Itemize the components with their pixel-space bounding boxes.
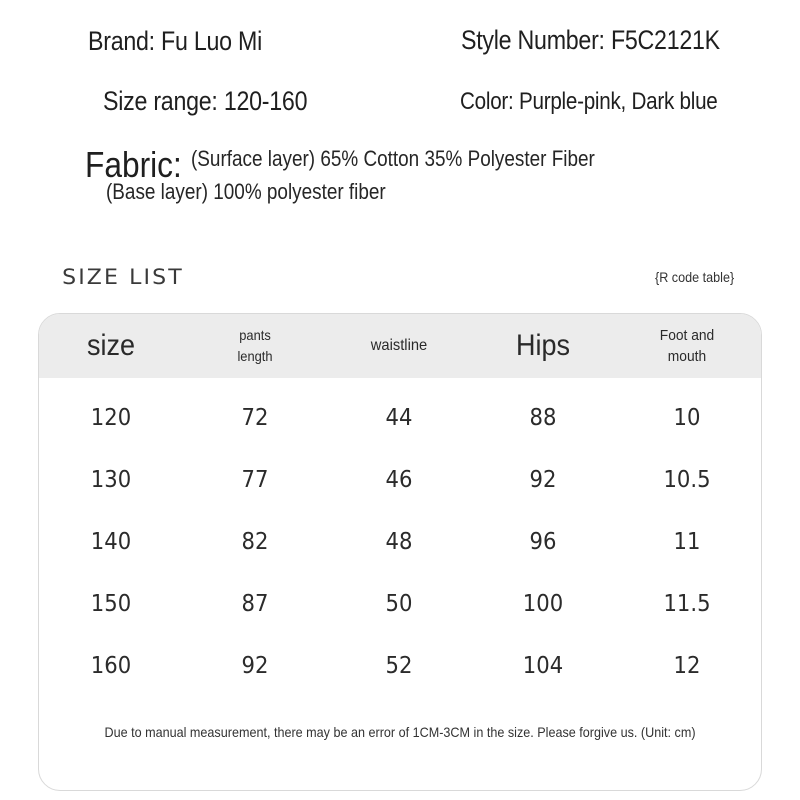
header-hips-label: Hips: [515, 329, 570, 362]
fabric-surface-text: (Surface layer) 65% Cotton 35% Polyester Fiber: [191, 146, 595, 171]
header-size: [46, 314, 176, 378]
header-foot-mouth: [621, 314, 753, 378]
header-pants-line2: length: [237, 348, 273, 364]
header-size-label: size: [86, 329, 136, 362]
cell-size: 120: [90, 405, 132, 431]
measurement-note: Due to manual measurement, there may be an error of 1CM-3CM in the size. Please forgive us. (Unit: cm): [104, 724, 696, 740]
table-row: [39, 522, 761, 562]
cell-pants-length: 72: [241, 405, 269, 431]
cell-waistline: 44: [385, 405, 413, 431]
cell-hips: 100: [522, 591, 564, 617]
cell-waistline: 52: [385, 653, 413, 679]
style-number-text: Style Number: F5C2121K: [461, 25, 720, 55]
cell-size: 140: [90, 529, 132, 555]
cell-size: 150: [90, 591, 132, 617]
table-row: [39, 646, 761, 686]
cell-pants-length: 87: [241, 591, 269, 617]
cell-hips: 88: [529, 405, 557, 431]
cell-foot-mouth: 12: [673, 653, 701, 679]
header-pants-line1: pants: [239, 327, 271, 343]
size-list-title: SIZE LIST: [62, 265, 184, 289]
size-range-text: Size range: 120-160: [103, 86, 308, 116]
brand-text: Brand: Fu Luo Mi: [88, 26, 262, 56]
table-row: [39, 584, 761, 624]
cell-pants-length: 77: [241, 467, 269, 493]
table-header: [39, 314, 761, 378]
header-waistline: [333, 314, 465, 378]
cell-hips: 104: [522, 653, 564, 679]
cell-waistline: 48: [385, 529, 413, 555]
table-row: [39, 398, 761, 438]
header-foot-line2: mouth: [667, 348, 707, 365]
cell-foot-mouth: 10: [673, 405, 701, 431]
cell-foot-mouth: 11: [673, 529, 701, 555]
color-text: Color: Purple-pink, Dark blue: [460, 88, 718, 115]
code-table-label: {R code table}: [655, 269, 735, 285]
header-foot-line1: Foot and: [659, 327, 715, 344]
cell-pants-length: 82: [241, 529, 269, 555]
cell-waistline: 50: [385, 591, 413, 617]
header-waistline-label: waistline: [370, 337, 428, 354]
cell-size: 130: [90, 467, 132, 493]
header-hips: [478, 314, 608, 378]
header-pants-length: [189, 314, 321, 378]
table-row: [39, 460, 761, 500]
cell-foot-mouth: 10.5: [663, 467, 711, 493]
fabric-label: Fabric:: [85, 144, 182, 185]
cell-pants-length: 92: [241, 653, 269, 679]
cell-hips: 92: [529, 467, 557, 493]
cell-hips: 96: [529, 529, 557, 555]
size-table-card: [38, 313, 762, 791]
cell-waistline: 46: [385, 467, 413, 493]
fabric-base-text: (Base layer) 100% polyester fiber: [106, 179, 386, 204]
cell-size: 160: [90, 653, 132, 679]
cell-foot-mouth: 11.5: [663, 591, 711, 617]
